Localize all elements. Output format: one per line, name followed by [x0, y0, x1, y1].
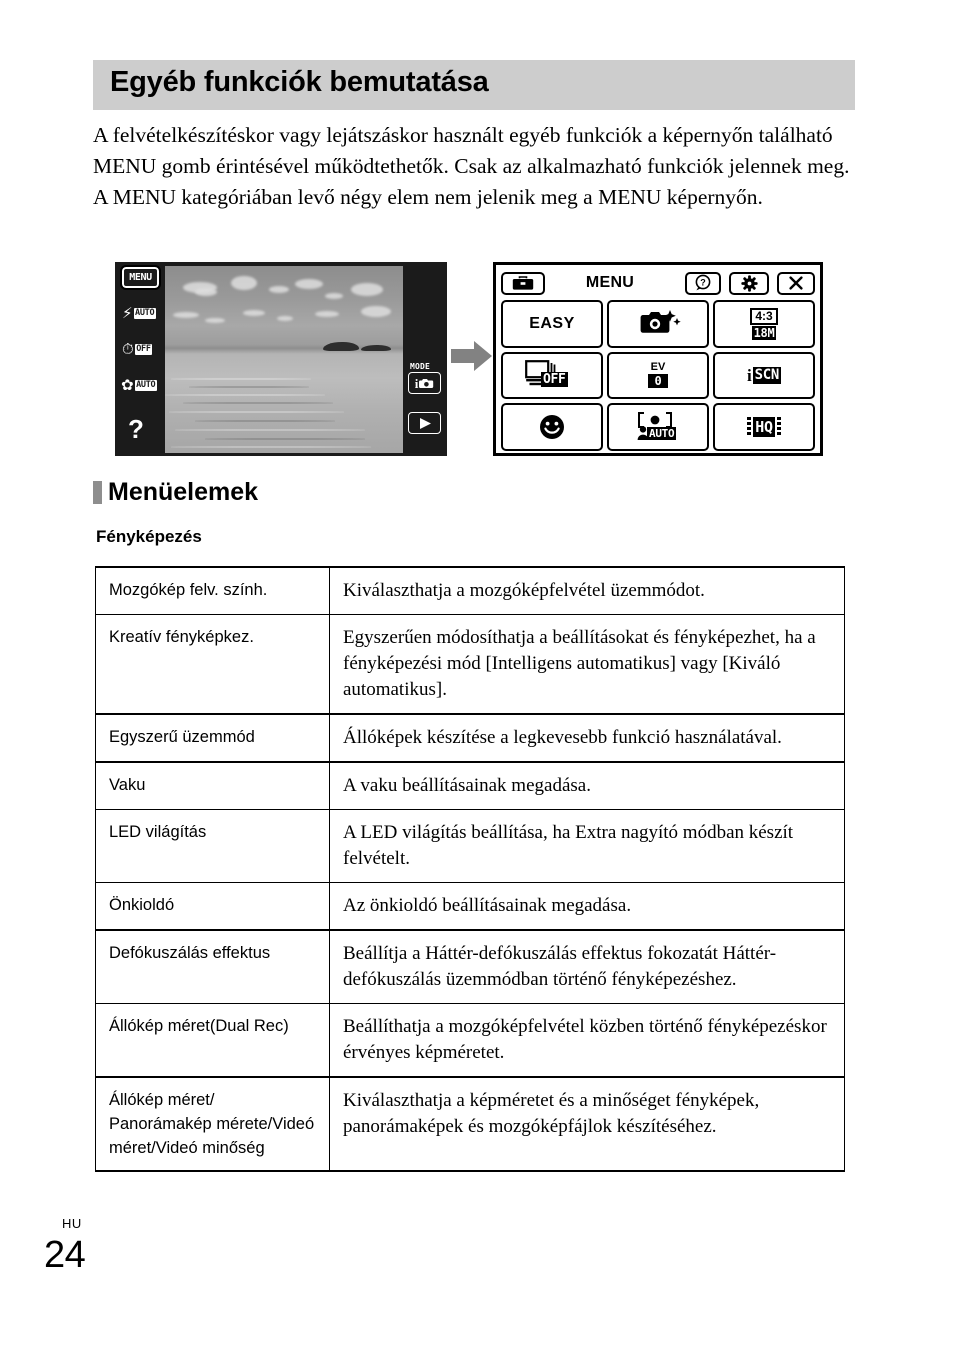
focus-mode-value: AUTO — [649, 427, 675, 441]
macro-status[interactable] — [121, 378, 157, 393]
liveview-photo — [165, 266, 403, 453]
table-row — [96, 1004, 845, 1078]
menu-button-grid — [501, 300, 815, 451]
self-timer-status[interactable] — [122, 342, 152, 357]
menu-item-name: Egyszerű üzemmód — [96, 714, 330, 762]
table-row — [96, 883, 845, 931]
table-row — [96, 810, 845, 883]
menu-item-name: Állókép méret/ Panorámakép mérete/Videó méret/Videó minőség — [96, 1077, 330, 1171]
mode-button[interactable] — [408, 372, 441, 394]
menu-item-description: Állóképek készítése a legkevesebb funkció használatával. — [330, 714, 845, 762]
film-perforation-right-icon — [775, 416, 782, 438]
macro-value: AUTO — [136, 380, 156, 390]
menu-item-description: Az önkioldó beállításainak megadása. — [330, 883, 845, 931]
megapixel-value: 18M — [753, 325, 775, 340]
intro-paragraph: A felvételkészítéskor vagy lejátszáskor használt egyéb funkciók a képernyőn található MENU gomb érintésével működtethetők. Csak az alkalmazható funkciók jelennek meg. A MENU kategóriában levő négy elem nem jelenik meg a MENU képernyőn. — [93, 123, 850, 209]
menu-item-creative-shooting[interactable] — [607, 300, 709, 348]
page-number: 24 — [44, 1234, 86, 1276]
menu-button[interactable] — [122, 267, 159, 288]
smile-face-icon — [539, 414, 565, 440]
scene-prefix-i: i — [746, 365, 752, 385]
settings-button[interactable] — [729, 272, 769, 295]
settings-gear-icon — [741, 275, 758, 292]
creative-camera-sparkle-icon — [635, 308, 681, 340]
section-heading-label: Menüelemek — [108, 478, 259, 506]
toolbox-icon — [512, 276, 534, 291]
aspect-ratio-value: 4:3 — [750, 308, 777, 325]
camera-liveview-screen — [115, 262, 447, 456]
menu-item-smile-shutter[interactable] — [501, 403, 603, 451]
mode-value: i — [414, 375, 419, 391]
menu-item-description: Egyszerűen módosíthatja a beállításokat és fényképezhet, ha a fényképezési mód [Intelligens automatikus] vagy [Kiváló automatikus]. — [330, 615, 845, 715]
ev-value: 0 — [648, 374, 668, 388]
menu-item-description: A vaku beállításainak megadása. — [330, 762, 845, 810]
menu-item-name: Vaku — [96, 762, 330, 810]
close-button[interactable] — [777, 272, 815, 295]
scene-value: SCN — [754, 366, 780, 383]
menu-item-focus-mode[interactable] — [607, 403, 709, 451]
menu-item-name: Defókuszálás effektus — [96, 930, 330, 1004]
table-row — [96, 714, 845, 762]
table-row — [96, 1077, 845, 1171]
menu-button-label: MENU — [129, 272, 152, 283]
help-icon — [693, 274, 713, 292]
movie-quality-value: HQ — [755, 418, 773, 437]
menu-item-description: Beállítja a Háttér-defókuszálás effektus fokozatát Háttér-defókuszálás üzemmódban történő fényképezéshez. — [330, 930, 845, 1004]
help-button[interactable] — [685, 272, 721, 295]
liveview-right-osd-column — [403, 262, 447, 456]
section-heading-menu-items — [93, 478, 258, 507]
table-row — [96, 930, 845, 1004]
mode-label: MODE — [410, 362, 431, 371]
menu-screen-title: MENU — [585, 274, 635, 291]
menu-item-name: Állókép méret(Dual Rec) — [96, 1004, 330, 1078]
menu-item-description: Kiválaszthatja a mozgóképfelvétel üzemmódot. — [330, 567, 845, 615]
menu-item-burst-settings[interactable] — [501, 352, 603, 400]
table-row — [96, 567, 845, 615]
play-triangle-icon — [418, 417, 432, 430]
menu-item-name: Kreatív fényképkez. — [96, 615, 330, 715]
menu-item-name: LED világítás — [96, 810, 330, 883]
flash-status[interactable] — [122, 306, 156, 321]
menu-item-exposure-value[interactable] — [607, 352, 709, 400]
menu-toolbar — [501, 270, 815, 296]
flash-value: AUTO — [135, 308, 155, 318]
menu-screen — [493, 262, 823, 456]
right-arrow-icon — [451, 340, 493, 372]
help-question-icon[interactable]: ? — [128, 414, 144, 444]
camera-icon — [419, 378, 434, 389]
menu-item-description: Beállíthatja a mozgóképfelvétel közben történő fényképezéskor érvényes képméretet. — [330, 1004, 845, 1078]
self-timer-icon: ⏱ — [122, 340, 134, 358]
menu-item-description: A LED világítás beállítása, ha Extra nagyító módban készít felvételt. — [330, 810, 845, 883]
flash-icon: ⚡ — [122, 304, 133, 322]
menu-item-scene-selection[interactable] — [713, 352, 815, 400]
burst-state-value: OFF — [543, 372, 566, 388]
menu-item-name: Önkioldó — [96, 883, 330, 931]
language-code: HU — [62, 1216, 82, 1231]
subsection-heading-photography: Fényképezés — [96, 527, 202, 546]
liveview-left-osd-column — [115, 262, 165, 456]
menu-item-description: Kiválaszthatja a képméretet és a minőséget fényképek, panorámaképek és mozgóképfájlok készítéséhez. — [330, 1077, 845, 1171]
self-timer-value: OFF — [136, 344, 151, 354]
ev-label: EV — [650, 361, 666, 374]
section-bullet-marker — [93, 481, 102, 504]
toolbox-button[interactable] — [501, 272, 545, 295]
menu-item-easy-mode[interactable] — [501, 300, 603, 348]
playback-button[interactable] — [408, 412, 441, 434]
figure-menu-flow — [93, 258, 863, 463]
easy-mode-label: EASY — [529, 314, 575, 332]
table-row — [96, 615, 845, 715]
menu-item-image-size[interactable] — [713, 300, 815, 348]
menu-items-table — [95, 566, 845, 1172]
menu-item-movie-quality[interactable] — [713, 403, 815, 451]
svg-text:?: ? — [700, 277, 706, 288]
table-row — [96, 762, 845, 810]
film-perforation-left-icon — [746, 416, 753, 438]
macro-icon: ✿ — [121, 376, 134, 394]
menu-item-name: Mozgókép felv. szính. — [96, 567, 330, 615]
page-title: Egyéb funkciók bemutatása — [110, 66, 489, 98]
close-icon — [789, 276, 803, 290]
